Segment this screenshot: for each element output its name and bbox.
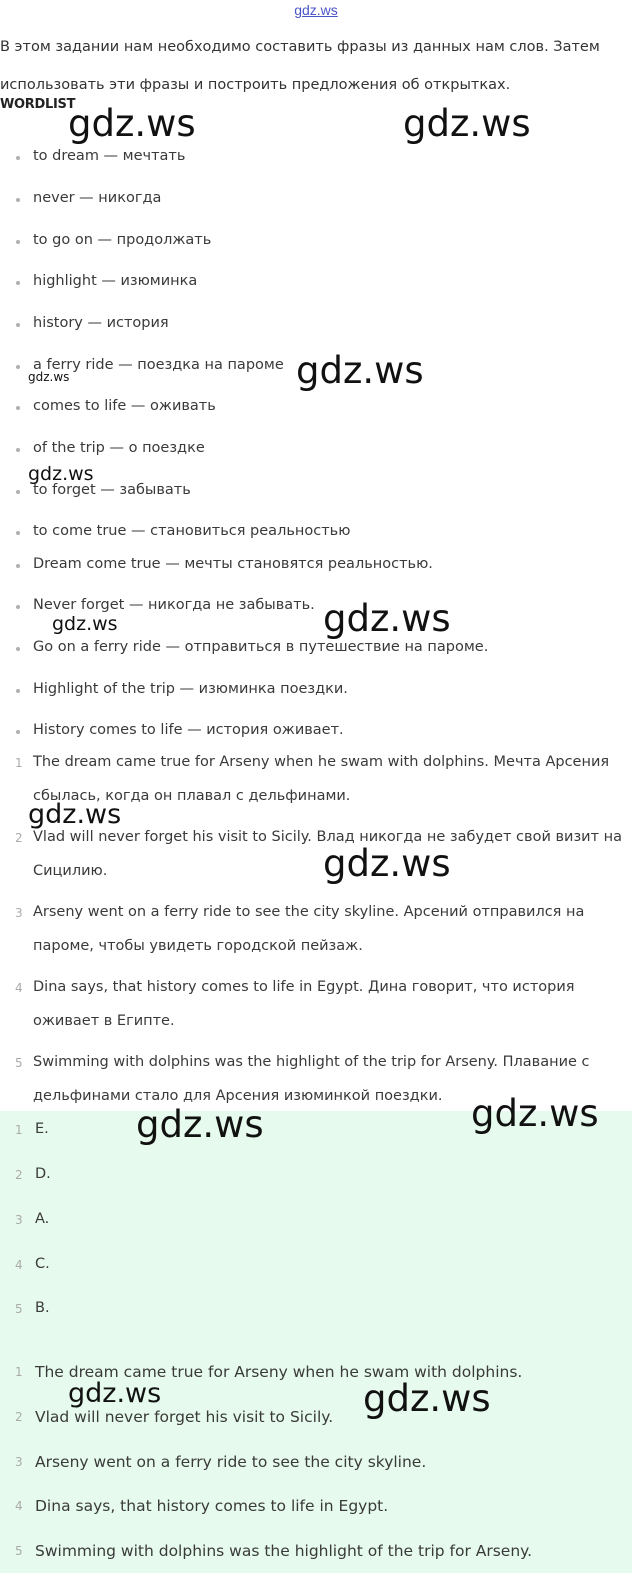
watermark: gdz.ws [52, 613, 118, 635]
bullet-icon [16, 564, 20, 568]
watermark: gdz.ws [296, 349, 424, 392]
watermark: gdz.ws [28, 370, 70, 384]
watermark: gdz.ws [323, 597, 451, 640]
bullet-icon [16, 156, 20, 160]
watermark: gdz.ws [28, 799, 122, 830]
intro-text: В этом задании нам необходимо составить фразы из данных нам слов. Затем использовать эти фразы и построить предложения об открытках. [0, 39, 600, 93]
wordlist-heading: WORDLIST [0, 97, 76, 112]
watermark: gdz.ws [471, 1092, 599, 1135]
watermark: gdz.ws [323, 842, 451, 885]
bullet-icon [16, 605, 20, 609]
bullet-icon [16, 365, 20, 369]
answers-block: 1 E. 2 D. 3 A. 4 C. 5 B. 1 The dream came true for Arseny when he swam with dolphins. 2 Vlad will never forget his visit to Sicily. 3 Arseny went on a ferry ride to see the city skyline. 4 Dina says, that history comes to life in Egypt. 5 Swimming with dolphins was the highlight of the trip for Arseny. [0, 1111, 632, 1573]
bullet-icon [16, 730, 20, 734]
watermark: gdz.ws [403, 102, 531, 145]
watermark: gdz.ws [68, 1378, 162, 1409]
site-link[interactable]: gdz.ws [294, 2, 338, 18]
bullet-icon [16, 647, 20, 651]
bullet-icon [16, 323, 20, 327]
bullet-icon [16, 406, 20, 410]
bullet-icon [16, 448, 20, 452]
watermark: gdz.ws [68, 102, 196, 145]
bullet-icon [16, 240, 20, 244]
bullet-icon [16, 531, 20, 535]
bullet-icon [16, 490, 20, 494]
bullet-icon [16, 689, 20, 693]
watermark: gdz.ws [363, 1377, 491, 1420]
bullet-icon [16, 198, 20, 202]
bullet-icon [16, 281, 20, 285]
watermark: gdz.ws [136, 1103, 264, 1146]
watermark: gdz.ws [28, 463, 94, 485]
